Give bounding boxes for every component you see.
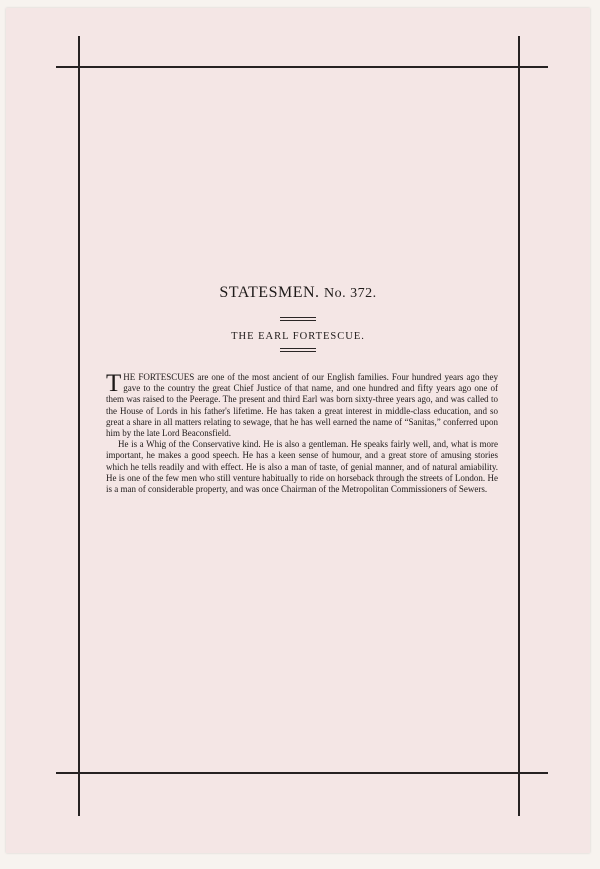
- border-top-rule: [56, 66, 548, 68]
- paragraph-1: [106, 372, 498, 439]
- border-bottom-rule: [56, 772, 548, 774]
- subtitle-divider: [280, 348, 316, 352]
- article-body: [106, 372, 498, 495]
- border-right-rule: [518, 36, 520, 816]
- title-divider: [280, 317, 316, 321]
- page-title: [6, 284, 590, 302]
- section-title: STATESMEN.: [219, 284, 320, 301]
- drop-cap: T: [106, 370, 122, 397]
- border-left-rule: [78, 36, 80, 816]
- paragraph-1-text: HE FORTESCUES are one of the most ancient of our English families. Four hundred years ago they gave to the country the great Chief Justice of that name, and one hundred and fifty years ago one of them was raised to the Peerage. The present and third Earl was born sixty-three years ago, and was called to the House of Lords in his father's lifetime. He has taken a great interest in middle-class education, and so great a share in all matters relating to sewage, that he has well earned the name of “Sanitas,” conferred upon him by the late Lord Beaconsfield.: [106, 372, 498, 439]
- article-subtitle: THE EARL FORTESCUE.: [231, 331, 365, 342]
- paragraph-2: He is a Whig of the Conservative kind. He is also a gentleman. He speaks fairly well, and, what is more important, he makes a good speech. He has a keen sense of humour, and a great store of amusing stories which he tells readily and with effect. He is also a man of taste, of genial manner, and of natural amiability. He is one of the few men who still venture habitually to ride on horseback through the streets of London. He is a man of considerable property, and was once Chairman of the Metropolitan Commissioners of Sewers.: [106, 439, 498, 495]
- issue-number: No. 372.: [324, 286, 377, 301]
- document-page: [6, 8, 590, 853]
